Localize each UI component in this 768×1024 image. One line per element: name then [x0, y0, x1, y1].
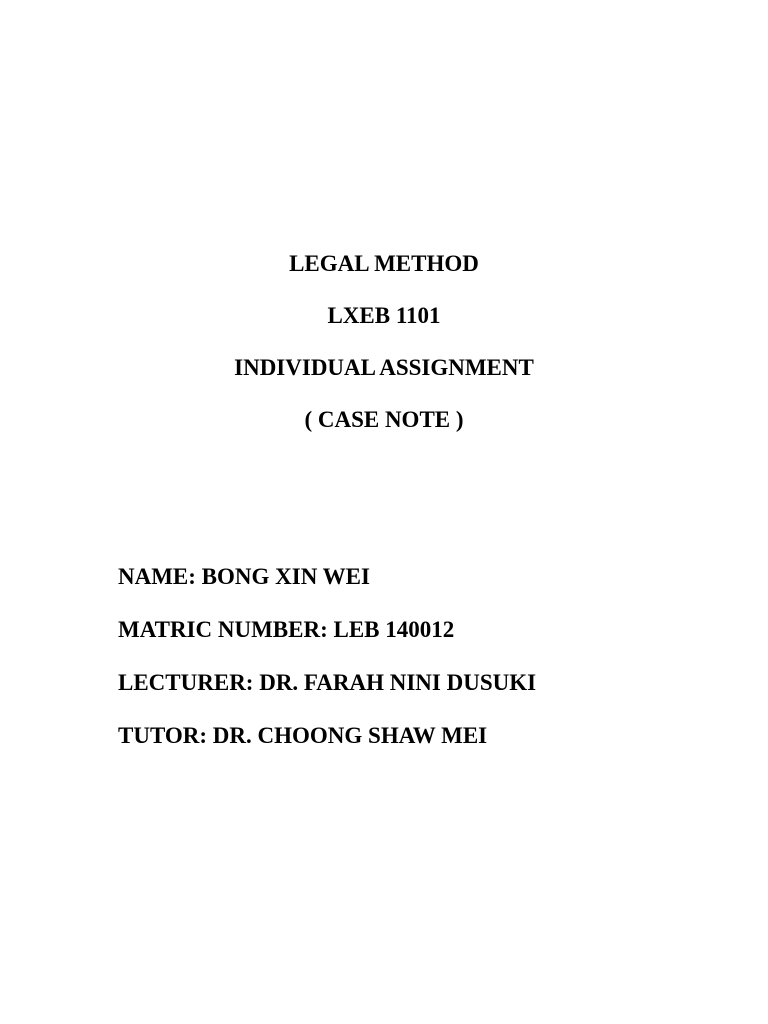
lecturer-name: LECTURER: DR. FARAH NINI DUSUKI	[118, 670, 537, 695]
course-title: LEGAL METHOD	[289, 251, 479, 276]
student-info-block	[118, 563, 738, 775]
cover-title-block	[0, 250, 768, 458]
student-name: NAME: BONG XIN WEI	[118, 564, 370, 589]
matric-number: MATRIC NUMBER: LEB 140012	[118, 617, 455, 642]
assignment-type: INDIVIDUAL ASSIGNMENT	[234, 355, 534, 380]
assignment-subtitle: ( CASE NOTE )	[304, 407, 464, 432]
course-code: LXEB 1101	[327, 303, 441, 328]
tutor-name: TUTOR: DR. CHOONG SHAW MEI	[118, 723, 488, 748]
